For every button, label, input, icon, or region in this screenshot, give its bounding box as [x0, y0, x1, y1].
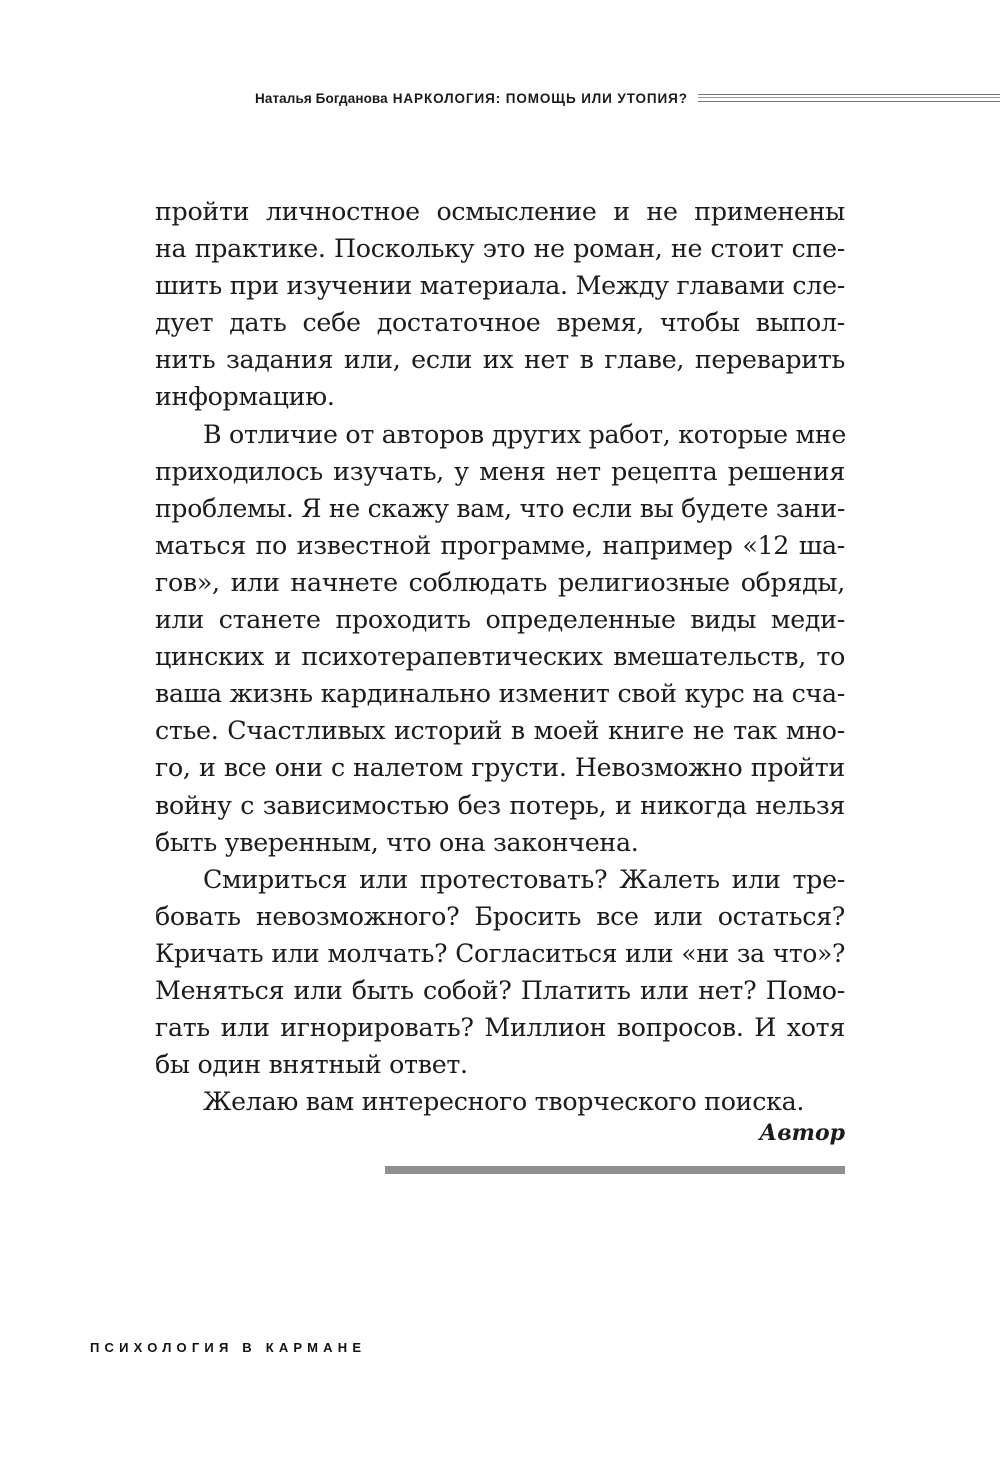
running-header	[255, 86, 1000, 110]
text-line: гов», или начнете соблюдать религиозные обряды,	[155, 567, 845, 597]
text-line: дует дать себе достаточное время, чтобы выпол-	[155, 308, 845, 338]
header-author: Наталья Богданова	[255, 90, 388, 106]
header-book-title: НАРКОЛОГИЯ: ПОМОЩЬ ИЛИ УТОПИЯ?	[392, 90, 688, 106]
text-line: быть уверенным, что она закончена.	[155, 827, 639, 857]
text-line: цинских и психотерапевтических вмешательств, то	[155, 642, 845, 672]
text-line: или станете проходить определенные виды меди-	[155, 605, 845, 635]
text-line: информацию.	[155, 382, 335, 412]
text-line: бовать невозможного? Бросить все или остаться?	[155, 901, 845, 931]
text-line: гать или игнорировать? Миллион вопросов. И хотя	[155, 1013, 845, 1043]
text-line: ваша жизнь кардинально изменит свой курс на сча-	[155, 679, 845, 709]
section-end-rule	[385, 1166, 845, 1174]
text-line: В отличие от авторов других работ, которые мне	[203, 419, 847, 449]
author-signature: Автор	[759, 1120, 845, 1146]
text-line: Кричать или молчать? Согласиться или «ни за что»?	[155, 938, 845, 968]
text-line: стье. Счастливых историй в моей книге не так мно-	[155, 716, 845, 746]
text-line: Меняться или быть собой? Платить или нет? Помо-	[155, 975, 845, 1005]
text-line: бы один внятный ответ.	[155, 1050, 468, 1080]
text-line: нить задания или, если их нет в главе, переварить	[155, 345, 845, 375]
body-text	[155, 193, 845, 1120]
series-footer: ПСИХОЛОГИЯ В КАРМАНЕ	[90, 1340, 367, 1355]
text-line: на практике. Поскольку это не роман, не стоит спе-	[155, 234, 845, 264]
text-line: пройти личностное осмысление и не применены	[155, 197, 845, 226]
text-line: шить при изучении материала. Между главами сле-	[155, 271, 845, 301]
text-line: го, и все они с налетом грусти. Невозможно пройти	[155, 753, 845, 783]
text-line: Желаю вам интересного творческого поиска.	[203, 1087, 805, 1117]
text-line: войну с зависимостью без потерь, и никогда нельзя	[155, 790, 845, 820]
text-line: Смириться или протестовать? Жалеть или тре-	[203, 864, 845, 894]
text-line: маться по известной программе, например «12 ша-	[155, 530, 845, 560]
header-rule	[698, 94, 1000, 102]
text-line: проблемы. Я не скажу вам, что если вы будете зани-	[155, 493, 845, 523]
text-line: приходилось изучать, у меня нет рецепта решения	[155, 456, 845, 486]
